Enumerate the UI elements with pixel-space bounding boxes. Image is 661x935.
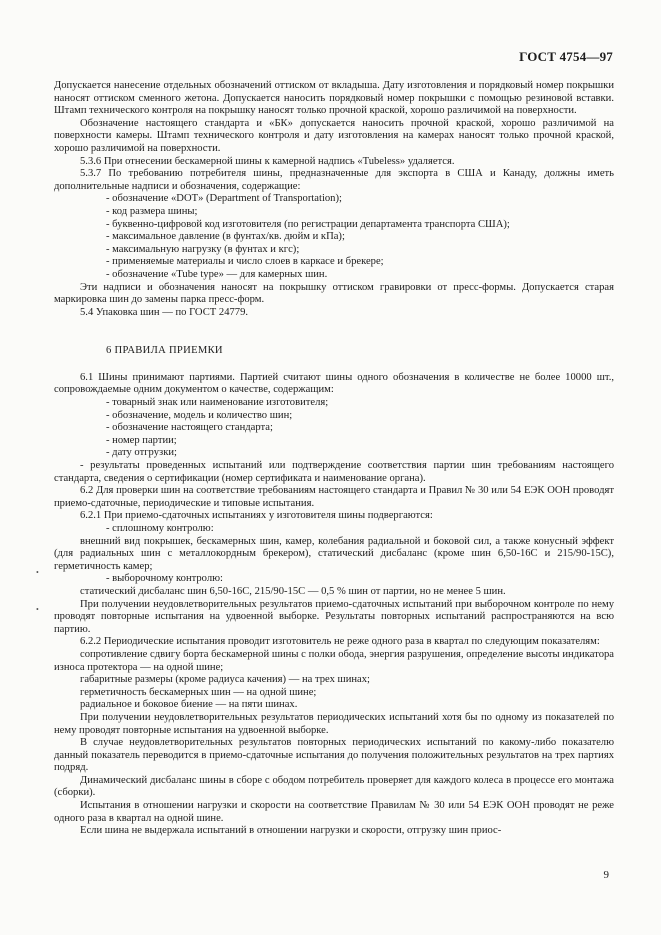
section-spacer [54, 319, 614, 345]
paragraph: Испытания в отношении нагрузки и скорости на соответствие Правилам № 30 или 54 ЕЭК ООН проводят не реже одного раза в квартал на одной шине. [54, 800, 614, 824]
list-item: - обозначение, модель и количество шин; [106, 409, 293, 421]
paragraph: Эти надписи и обозначения наносят на покрышку оттиском гравировки от пресс-формы. Допускается старая маркировка шин до замены парка пресс-форм. [54, 281, 614, 306]
paragraph: В случае неудовлетворительных результатов повторных периодических испытаний по какому-либо показателю данный показатель переводится в приемо-сдаточные испытания до получения положительных результатов на трех партиях подряд. [54, 737, 614, 774]
paragraph: При получении неудовлетворительных результатов периодических испытаний хотя бы по одному из показателей по нему проводят повторные испытания на удвоенной выборке. [54, 711, 614, 736]
document-body [54, 80, 614, 838]
list-item: - товарный знак или наименование изготовителя; [106, 397, 329, 409]
scan-artifact-mark: • [36, 568, 39, 577]
scan-artifact-mark: • [36, 605, 39, 614]
list-item: - сплошному контролю: [106, 523, 214, 534]
paragraph: габаритные размеры (кроме радиуса качения) — на трех шинах; [80, 674, 370, 686]
list-item: - применяемые материалы и число слоев в каркасе и брекере; [106, 256, 384, 268]
paragraph: 6.2.1 При приемо-сдаточных испытаниях у изготовителя шины подвергаются: [80, 510, 433, 522]
paragraph: внешний вид покрышек, бескамерных шин, камер, колебания радиальной и боковой сил, а также конусный эффект (для радиальных шин с металлокордным брекером), статический дисбаланс (кроме шин 6,50-16С и 215/90-15С), герметичность камер; [54, 535, 614, 572]
list-item: - буквенно-цифровой код изготовителя (по регистрации департамента транспорта США); [106, 218, 510, 230]
document-header: ГОСТ 4754—97 [519, 49, 613, 64]
paragraph: 5.3.6 При отнесении бескамерной шины к камерной надпись «Tubeless» удаляется. [80, 155, 455, 167]
paragraph: статический дисбаланс шин 6,50-16С, 215/90-15С — 0,5 % шин от партии, но не менее 5 шин. [80, 585, 506, 597]
list-item: - номер партии; [106, 434, 177, 446]
paragraph: герметичность бескамерных шин — на одной шине; [80, 686, 317, 698]
paragraph: Если шина не выдержала испытаний в отношении нагрузки и скорости, отгрузку шин приос- [80, 825, 502, 837]
acceptance-section-text [54, 372, 614, 838]
list-item: - максимальное давление (в фунтах/кв. дюйм и кПа); [106, 231, 345, 243]
paragraph: Обозначение настоящего стандарта и «БК» допускается наносить прочной краской, хорошо различимой на поверхности камеры. Штамп технического контроля и дату изготовления на камерах наносят только прочной краской, хорошо различимой на поверхности. [54, 117, 614, 154]
paragraph: Динамический дисбаланс шины в сборе с ободом потребитель проверяет для каждого колеса в процессе его монтажа (сборки). [54, 774, 614, 799]
list-item: - выборочному контролю: [106, 573, 223, 585]
paragraph: 6.1 Шины принимают партиями. Партией считают шины одного обозначения в количестве не более 10000 шт., сопровождаемые одним документом о качестве, содержащим: [54, 371, 614, 396]
paragraph: сопротивление сдвигу борта бескамерной шины с полки обода, энергия разрушения, определение высоты индикатора износа протектора — на одной шине; [54, 648, 614, 673]
paragraph: При получении неудовлетворительных результатов приемо-сдаточных испытаний при выборочном контроле по нему проводят повторные испытания на удвоенной выборке. Результаты повторных испытаний распространяются на всю партию. [54, 598, 614, 635]
section-spacer [54, 358, 614, 372]
list-item: - максимальную нагрузку (в фунтах и кгс); [106, 243, 300, 255]
section-title: 6 ПРАВИЛА ПРИЕМКИ [106, 345, 223, 357]
page-number: 9 [603, 869, 609, 881]
list-item: - код размера шины; [106, 205, 198, 217]
paragraph: - результаты проведенных испытаний или подтверждение соответствия партии шин требованиям настоящего стандарта, сведения о сертификации (номер сертификата и наименование органа). [54, 460, 614, 484]
paragraph: Допускается нанесение отдельных обозначений оттиском от вкладыша. Дату изготовления и порядковый номер покрышки наносят оттиском сменного жетона. Допускается наносить порядковый номер покрышки с помощью резиновой вставки. Штамп технического контроля на покрышку наносят только прочной краской, хорошо различимой на поверхности. [54, 80, 614, 117]
list-item: - обозначение «DOT» (Department of Transportation); [106, 193, 342, 205]
marking-section-text [54, 80, 614, 319]
paragraph: 5.4 Упаковка шин — по ГОСТ 24779. [80, 306, 249, 318]
paragraph: 6.2 Для проверки шин на соответствие требованиям настоящего стандарта и Правил № 30 или 54 ЕЭК ООН проводят приемо-сдаточные, периодические и типовые испытания. [54, 485, 614, 509]
list-item: - обозначение настоящего стандарта; [106, 422, 273, 434]
paragraph: 6.2.2 Периодические испытания проводит изготовитель не реже одного раза в квартал по следующим показателям: [80, 636, 600, 648]
paragraph: радиальное и боковое биение — на пяти шинах. [80, 699, 298, 711]
list-item: - дату отгрузки; [106, 447, 177, 459]
paragraph: 5.3.7 По требованию потребителя шины, предназначенные для экспорта в США и Канаду, должны иметь дополнительные надписи и обозначения, содержащие: [54, 168, 614, 192]
list-item: - обозначение «Tube type» — для камерных шин. [106, 268, 328, 280]
